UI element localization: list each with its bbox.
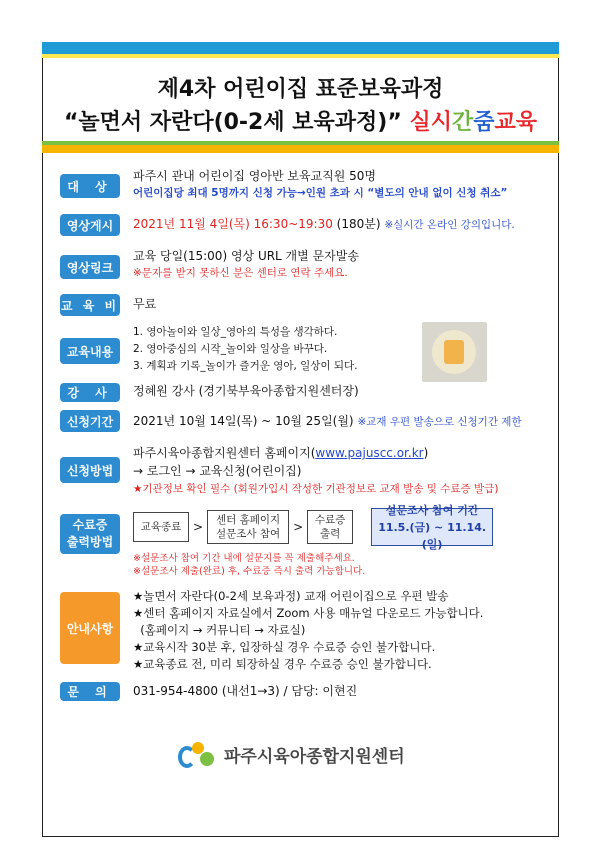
org-logo <box>178 738 405 770</box>
label-content: 교육내용 <box>60 338 120 364</box>
step-education-end: 교육종료 <box>133 512 189 542</box>
row-video-link <box>60 246 540 288</box>
certificate-flow <box>133 503 493 551</box>
content-contact: 031-954-4800 (내선1→3) / 담당: 이현진 <box>133 684 358 698</box>
row-apply-method <box>60 440 540 500</box>
label-apply-period: 신청기간 <box>60 410 120 432</box>
row-target <box>60 168 540 206</box>
banner-stripe-top-yellow <box>42 54 559 58</box>
content-item-1: 1. 영아놀이와 일상_영아의 특성을 생각하다. <box>133 326 338 338</box>
notice-list <box>133 588 540 673</box>
survey-period-title: 설문조사 참여 기간 <box>385 503 479 517</box>
label-lecturer: 강 사 <box>60 383 120 402</box>
content-video-post <box>133 216 540 234</box>
label-certificate: 수료증 출력방법 <box>60 514 120 554</box>
survey-period-box <box>371 503 493 551</box>
apply-period-value: 2021년 10월 14일(목) ~ 10월 25일(월) <box>133 414 358 428</box>
step-print: 수료증 출력 <box>307 510 353 544</box>
org-logo-icon <box>178 738 218 770</box>
notice-item-1: ★놀면서 자란다(0-2세 보육과정) 교재 어린이집으로 우편 발송 <box>133 589 449 603</box>
apply-method-line-2: → 로그인 → 교육신청(어린이집) <box>133 464 302 478</box>
certificate-note-2: ※설문조사 제출(완료) 후, 수료증 즉시 출력 가능합니다. <box>133 566 366 577</box>
target-line-1: 파주시 관내 어린이집 영아반 보육교직원 50명 <box>133 169 376 183</box>
title-line-2 <box>42 105 559 136</box>
notice-item-4: ★교육시작 30분 후, 입장하실 경우 수료증 승인 불가합니다. <box>133 640 436 654</box>
target-line-2: 어린이집당 최대 5명까지 신청 가능→인원 초과 시 “별도의 안내 없이 신청 취소” <box>133 187 508 199</box>
video-post-note: ※실시간 온라인 강의입니다. <box>384 219 515 231</box>
org-name: 파주시육아종합지원센터 <box>224 746 405 767</box>
apply-period-note: ※교재 우편 발송으로 신청기간 제한 <box>357 416 522 428</box>
notice-item-3: (홈페이지 → 커뮤니티 → 자료실) <box>133 623 306 637</box>
video-link-line-1: 교육 당일(15:00) 영상 URL 개별 문자발송 <box>133 249 359 263</box>
label-apply-method: 신청방법 <box>60 457 120 483</box>
content-target <box>133 168 540 202</box>
content-apply-method <box>133 444 540 498</box>
row-certificate <box>60 503 540 584</box>
title-gan: 간 <box>452 110 474 135</box>
certificate-note-1: ※설문조사 참여 기간 내에 설문지를 꼭 제출해주세요. <box>133 553 355 564</box>
title-jung: 줌 <box>473 110 495 135</box>
label-fee: 교 육 비 <box>60 294 120 316</box>
row-content <box>60 320 540 382</box>
certificate-notes <box>133 552 540 578</box>
label-video-link: 영상링크 <box>60 255 120 279</box>
content-fee: 무료 <box>133 297 157 311</box>
content-lecturer: 정혜원 강사 (경기북부육아종합지원센터장) <box>133 384 359 398</box>
title-banner <box>42 42 559 153</box>
content-video-link <box>133 248 540 282</box>
row-lecturer <box>60 381 540 403</box>
title-edu: 교육 <box>494 110 538 135</box>
step-survey: 센터 홈페이지 설문조사 참여 <box>207 510 289 544</box>
label-notice: 안내사항 <box>60 592 120 664</box>
title-sil: 실시 <box>409 110 452 135</box>
textbook-image <box>422 322 487 382</box>
label-target: 대 상 <box>60 174 120 198</box>
video-post-minutes: (180분) <box>332 217 385 231</box>
apply-method-line-3: ★기관정보 확인 필수 (회원가입시 작성한 기관정보로 교재 발송 및 수료증 발급) <box>133 483 499 495</box>
apply-method-line-1: 파주시육아종합지원센터 홈페이지(www.pajuscc.or.kr) <box>133 446 429 460</box>
video-post-date: 2021년 11월 4일(목) 16:30~19:30 <box>133 217 333 231</box>
title-main: “놀면서 자란다(0-2세 보육과정)” <box>63 110 402 135</box>
flow-arrow-1: > <box>193 520 204 534</box>
content-item-3: 3. 계획과 기록_놀이가 즐거운 영아, 일상이 되다. <box>133 360 358 372</box>
row-notice <box>60 586 540 674</box>
homepage-link[interactable]: www.pajuscc.or.kr <box>315 446 424 460</box>
title-line-1: 제4차 어린이집 표준보육과정 <box>157 77 444 102</box>
row-contact <box>60 680 540 704</box>
banner-stripe-top <box>42 42 559 54</box>
label-contact: 문 의 <box>60 682 120 701</box>
row-video-post <box>60 212 540 238</box>
content-apply-period <box>133 413 540 431</box>
notice-item-5: ★교육종료 전, 미리 퇴장하실 경우 수료증 승인 불가합니다. <box>133 657 432 671</box>
row-fee <box>60 292 540 318</box>
row-apply-period <box>60 408 540 434</box>
flow-arrow-2: > <box>293 520 304 534</box>
survey-period-dates: 11.5.(금) ~ 11.14.(일) <box>378 520 487 551</box>
content-item-2: 2. 영아중심의 시작_놀이와 일상을 바꾸다. <box>133 343 328 355</box>
notice-item-2: ★센터 홈페이지 자료실에서 Zoom 사용 매뉴얼 다운로드 가능합니다. <box>133 606 484 620</box>
banner-stripe-bottom <box>42 145 559 153</box>
label-video-post: 영상게시 <box>60 214 120 236</box>
video-link-line-2: ※문자를 받지 못하신 분은 센터로 연락 주세요. <box>133 267 348 279</box>
